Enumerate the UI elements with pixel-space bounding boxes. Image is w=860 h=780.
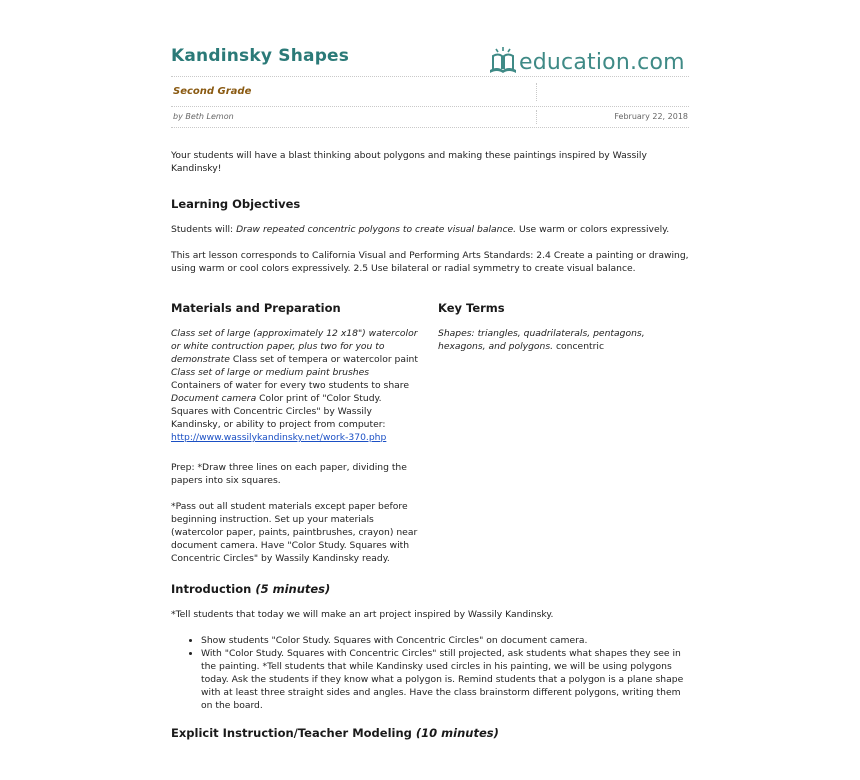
- learning-objectives-heading: Learning Objectives: [171, 197, 301, 211]
- materials-heading: Materials and Preparation: [171, 301, 341, 315]
- kandinsky-artwork-link[interactable]: http://www.wassilykandinsky.net/work-370.php: [171, 432, 387, 443]
- education-logo: [487, 42, 685, 76]
- introduction-list: [171, 634, 689, 712]
- page-title: Kandinsky Shapes: [171, 46, 350, 66]
- header-divider: [171, 127, 689, 128]
- intro-paragraph: Your students will have a blast thinking about polygons and making these paintings inspired by Wassily Kandinsky!: [171, 150, 647, 174]
- book-bulb-icon: [487, 44, 519, 76]
- introduction-lead: *Tell students that today we will make an art project inspired by Wassily Kandinsky.: [171, 609, 554, 620]
- header-vertical-divider: [536, 110, 537, 124]
- introduction-heading: Introduction (5 minutes): [171, 582, 331, 596]
- standards-paragraph: This art lesson corresponds to California Visual and Performing Arts Standards: 2.4 Create a painting or drawing, using warm or cool colors expressively. 2.5 Use bilateral or radial symmetry to create visual balance.: [171, 250, 689, 274]
- key-terms-heading: Key Terms: [438, 301, 505, 315]
- pass-out-paragraph: *Pass out all student materials except paper before beginning instruction. Set up your materials (watercolor paper, paints, paintbrushes, crayon) near document camera. Have "Color Study. Squares with Concentric Circles" by Wassily Kandinsky ready.: [171, 501, 418, 564]
- students-will-paragraph: Students will: Draw repeated concentric polygons to create visual balance. Use warm or colors expressively.: [171, 224, 670, 235]
- list-item: • With "Color Study. Squares with Concentric Circles" still projected, ask students what shapes they see in the painting. *Tell students that while Kandinsky used circles in his painting, we will be using polygons today. Ask the students if they know what a polygon is. Remind students that a polygon is a plane shape with at least three straight sides and angles. Have the class brainstorm different polygons, writing them on the board.: [201, 647, 689, 712]
- author-byline: by Beth Lemon: [173, 112, 234, 121]
- key-terms-paragraph: Shapes: triangles, quadrilaterals, pentagons, hexagons, and polygons. concentric: [438, 328, 645, 352]
- materials-paragraph: Class set of large (approximately 12 x18") watercolor or white contruction paper, plus two for you to demonstrate Class set of tempera or watercolor paint Class set of large or medium paint brushes Containers of water for every two students to share Document camera Color print of "Color Study. Squares with Concentric Circles" by Wassily Kandinsky, or ability to project from computer: http://www.wassilykandinsky.net/work-370.php: [171, 328, 418, 443]
- grade-label: Second Grade: [173, 86, 252, 97]
- header-divider: [171, 76, 689, 77]
- publish-date: February 22, 2018: [614, 112, 688, 121]
- list-item: • Show students "Color Study. Squares with Concentric Circles" on document camera.: [201, 634, 689, 647]
- logo-wordmark: education.com: [519, 50, 685, 75]
- prep-paragraph: Prep: *Draw three lines on each paper, dividing the papers into six squares.: [171, 462, 407, 486]
- header-divider: [171, 106, 689, 107]
- header-vertical-divider: [536, 83, 537, 101]
- explicit-instruction-heading: Explicit Instruction/Teacher Modeling (10 minutes): [171, 726, 499, 740]
